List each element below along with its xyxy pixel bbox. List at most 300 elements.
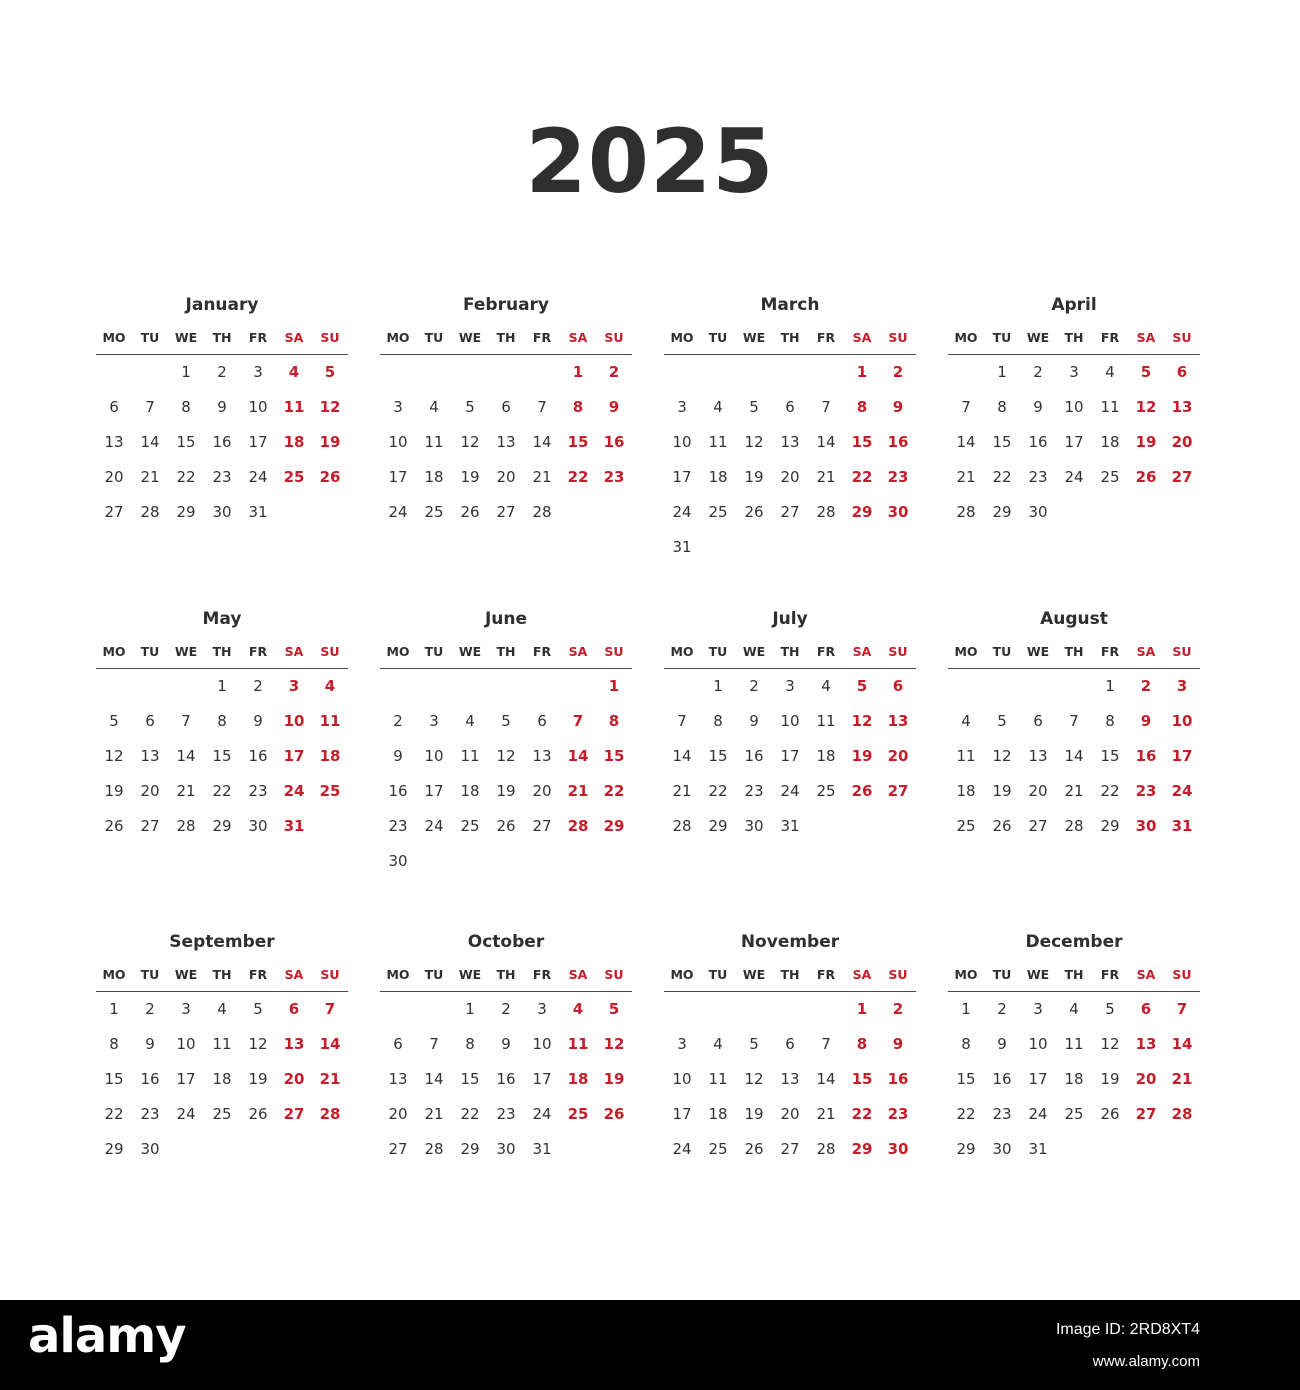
days-grid — [664, 1002, 916, 1212]
day: 24 — [672, 1140, 692, 1158]
day: 30 — [140, 1140, 160, 1158]
weekday-label: SU — [888, 644, 908, 659]
day: 23 — [212, 468, 232, 486]
month-name: April — [1051, 295, 1097, 315]
weekday-label: SA — [284, 967, 304, 982]
day: 25 — [1064, 1105, 1084, 1123]
day: 12 — [744, 433, 764, 451]
day: 30 — [388, 852, 408, 870]
day: 17 — [532, 1070, 552, 1088]
weekday-label: MO — [954, 967, 978, 982]
weekday-label: TH — [1064, 330, 1084, 345]
weekday-header — [948, 332, 1200, 348]
header-divider — [96, 991, 348, 992]
day: 10 — [1064, 398, 1084, 416]
day: 22 — [460, 1105, 480, 1123]
day: 12 — [104, 747, 124, 765]
day: 29 — [992, 503, 1012, 521]
day: 19 — [1100, 1070, 1120, 1088]
weekend-day: 20 — [1135, 1070, 1157, 1088]
month-name: June — [484, 609, 528, 629]
day: 5 — [465, 398, 475, 416]
day: 3 — [537, 1000, 547, 1018]
weekday-label: MO — [386, 644, 410, 659]
day: 28 — [1064, 817, 1084, 835]
weekend-day: 21 — [567, 782, 589, 800]
weekend-day: 11 — [319, 712, 341, 730]
day: 23 — [248, 782, 268, 800]
weekend-day: 14 — [319, 1035, 341, 1053]
day: 3 — [1069, 363, 1079, 381]
day: 13 — [140, 747, 160, 765]
day: 11 — [816, 712, 836, 730]
day: 6 — [785, 398, 795, 416]
day: 18 — [424, 468, 444, 486]
weekend-day: 3 — [288, 677, 300, 695]
day: 7 — [677, 712, 687, 730]
day: 9 — [145, 1035, 155, 1053]
weekday-label: TU — [140, 967, 160, 982]
weekend-day: 1 — [856, 1000, 868, 1018]
day: 12 — [1100, 1035, 1120, 1053]
header-divider — [664, 668, 916, 669]
day: 28 — [424, 1140, 444, 1158]
day: 2 — [145, 1000, 155, 1018]
day: 11 — [424, 433, 444, 451]
weekend-day: 11 — [283, 398, 305, 416]
day: 28 — [672, 817, 692, 835]
day: 16 — [992, 1070, 1012, 1088]
day: 13 — [388, 1070, 408, 1088]
day: 4 — [429, 398, 439, 416]
month-name: March — [760, 295, 820, 315]
day: 18 — [956, 782, 976, 800]
weekday-label: MO — [102, 330, 126, 345]
day: 19 — [744, 468, 764, 486]
weekend-day: 11 — [567, 1035, 589, 1053]
day: 20 — [388, 1105, 408, 1123]
day: 12 — [460, 433, 480, 451]
weekend-day: 14 — [567, 747, 589, 765]
day: 27 — [496, 503, 516, 521]
weekend-day: 1 — [572, 363, 584, 381]
day: 2 — [393, 712, 403, 730]
weekend-day: 28 — [567, 817, 589, 835]
day: 28 — [816, 503, 836, 521]
day: 2 — [749, 677, 759, 695]
weekday-label: FR — [532, 967, 552, 982]
header-divider — [96, 354, 348, 355]
day: 10 — [388, 433, 408, 451]
day: 26 — [248, 1105, 268, 1123]
day: 1 — [997, 363, 1007, 381]
day: 4 — [821, 677, 831, 695]
day: 10 — [532, 1035, 552, 1053]
weekend-day: 27 — [887, 782, 909, 800]
weekend-day: 16 — [887, 1070, 909, 1088]
weekend-day: 6 — [892, 677, 904, 695]
day: 20 — [1028, 782, 1048, 800]
day: 21 — [140, 468, 160, 486]
day: 1 — [181, 363, 191, 381]
day: 13 — [780, 1070, 800, 1088]
day: 5 — [501, 712, 511, 730]
day: 26 — [496, 817, 516, 835]
day: 17 — [672, 468, 692, 486]
header-divider — [664, 991, 916, 992]
day: 12 — [496, 747, 516, 765]
day: 12 — [992, 747, 1012, 765]
weekday-label: FR — [816, 967, 836, 982]
weekend-day: 22 — [567, 468, 589, 486]
image-id: Image ID: 2RD8XT4 — [1055, 1321, 1200, 1338]
weekday-label: WE — [458, 967, 482, 982]
day: 6 — [1033, 712, 1043, 730]
day: 14 — [816, 433, 836, 451]
day: 28 — [816, 1140, 836, 1158]
day: 22 — [992, 468, 1012, 486]
brand-logo: alamy — [28, 1308, 186, 1364]
day: 17 — [672, 1105, 692, 1123]
weekend-day: 22 — [851, 468, 873, 486]
weekend-day: 9 — [892, 1035, 904, 1053]
day: 6 — [393, 1035, 403, 1053]
weekend-day: 5 — [324, 363, 336, 381]
day: 10 — [176, 1035, 196, 1053]
day: 25 — [816, 782, 836, 800]
weekend-day: 12 — [1135, 398, 1157, 416]
weekday-label: FR — [1100, 644, 1120, 659]
day: 19 — [992, 782, 1012, 800]
weekend-day: 20 — [887, 747, 909, 765]
weekend-day: 9 — [892, 398, 904, 416]
weekday-label: FR — [1100, 330, 1120, 345]
day: 28 — [956, 503, 976, 521]
day: 24 — [248, 468, 268, 486]
weekend-day: 2 — [892, 363, 904, 381]
day: 23 — [496, 1105, 516, 1123]
weekend-day: 15 — [567, 433, 589, 451]
day: 16 — [212, 433, 232, 451]
day: 23 — [992, 1105, 1012, 1123]
day: 26 — [460, 503, 480, 521]
days-grid — [96, 365, 348, 575]
weekday-label: WE — [174, 967, 198, 982]
day: 9 — [393, 747, 403, 765]
day: 4 — [713, 398, 723, 416]
day: 3 — [253, 363, 263, 381]
header-divider — [948, 668, 1200, 669]
weekday-label: TU — [424, 330, 444, 345]
day: 31 — [780, 817, 800, 835]
day: 3 — [181, 1000, 191, 1018]
weekend-day: 8 — [608, 712, 620, 730]
weekday-label: FR — [532, 330, 552, 345]
day: 4 — [217, 1000, 227, 1018]
weekday-label: MO — [386, 967, 410, 982]
weekday-label: SU — [320, 330, 340, 345]
year-title: 2025 — [525, 110, 775, 213]
weekday-label: SA — [1136, 644, 1156, 659]
day: 11 — [708, 433, 728, 451]
day: 24 — [780, 782, 800, 800]
day: 21 — [816, 1105, 836, 1123]
weekday-label: WE — [1026, 644, 1050, 659]
day: 9 — [217, 398, 227, 416]
day: 15 — [212, 747, 232, 765]
weekday-label: SA — [852, 644, 872, 659]
weekday-label: MO — [670, 967, 694, 982]
day: 15 — [176, 433, 196, 451]
day: 4 — [1069, 1000, 1079, 1018]
days-grid — [948, 679, 1200, 889]
day: 8 — [109, 1035, 119, 1053]
weekday-label: TH — [780, 967, 800, 982]
day: 18 — [460, 782, 480, 800]
day: 18 — [1100, 433, 1120, 451]
day: 17 — [248, 433, 268, 451]
weekday-label: TH — [780, 330, 800, 345]
weekend-day: 27 — [283, 1105, 305, 1123]
day: 21 — [672, 782, 692, 800]
day: 6 — [501, 398, 511, 416]
day: 9 — [501, 1035, 511, 1053]
weekend-day: 24 — [1171, 782, 1193, 800]
weekday-label: SU — [604, 967, 624, 982]
weekend-day: 26 — [319, 468, 341, 486]
weekend-day: 21 — [319, 1070, 341, 1088]
day: 31 — [532, 1140, 552, 1158]
day: 28 — [140, 503, 160, 521]
day: 29 — [460, 1140, 480, 1158]
weekend-day: 29 — [603, 817, 625, 835]
day: 4 — [1105, 363, 1115, 381]
day: 29 — [956, 1140, 976, 1158]
weekend-day: 15 — [603, 747, 625, 765]
day: 26 — [1100, 1105, 1120, 1123]
day: 24 — [388, 503, 408, 521]
day: 9 — [749, 712, 759, 730]
weekday-label: WE — [174, 644, 198, 659]
weekday-label: TH — [212, 330, 232, 345]
weekday-label: WE — [1026, 330, 1050, 345]
day: 22 — [1100, 782, 1120, 800]
day: 11 — [708, 1070, 728, 1088]
weekend-day: 1 — [856, 363, 868, 381]
day: 1 — [217, 677, 227, 695]
day: 11 — [1064, 1035, 1084, 1053]
day: 18 — [816, 747, 836, 765]
day: 16 — [496, 1070, 516, 1088]
day: 7 — [961, 398, 971, 416]
day: 2 — [1033, 363, 1043, 381]
day: 18 — [1064, 1070, 1084, 1088]
weekday-header — [380, 969, 632, 985]
day: 30 — [496, 1140, 516, 1158]
day: 19 — [104, 782, 124, 800]
weekend-day: 2 — [608, 363, 620, 381]
weekend-day: 20 — [1171, 433, 1193, 451]
day: 22 — [104, 1105, 124, 1123]
weekend-day: 6 — [1140, 1000, 1152, 1018]
day: 2 — [997, 1000, 1007, 1018]
weekend-day: 26 — [1135, 468, 1157, 486]
day: 11 — [460, 747, 480, 765]
day: 5 — [109, 712, 119, 730]
day: 5 — [749, 398, 759, 416]
weekend-day: 18 — [319, 747, 341, 765]
day: 27 — [780, 1140, 800, 1158]
day: 24 — [424, 817, 444, 835]
weekday-label: SU — [320, 967, 340, 982]
weekend-day: 13 — [283, 1035, 305, 1053]
day: 19 — [744, 1105, 764, 1123]
day: 21 — [176, 782, 196, 800]
weekday-label: TH — [496, 644, 516, 659]
weekday-label: MO — [102, 967, 126, 982]
weekday-label: TH — [780, 644, 800, 659]
days-grid — [96, 679, 348, 889]
day: 17 — [1064, 433, 1084, 451]
day: 30 — [212, 503, 232, 521]
weekday-label: TU — [992, 644, 1012, 659]
day: 15 — [104, 1070, 124, 1088]
weekend-day: 8 — [572, 398, 584, 416]
header-divider — [96, 668, 348, 669]
days-grid — [664, 679, 916, 889]
weekday-header — [380, 332, 632, 348]
day: 17 — [388, 468, 408, 486]
weekend-day: 16 — [1135, 747, 1157, 765]
day: 31 — [672, 538, 692, 556]
day: 28 — [532, 503, 552, 521]
day: 1 — [713, 677, 723, 695]
day: 4 — [961, 712, 971, 730]
weekend-day: 21 — [1171, 1070, 1193, 1088]
weekend-day: 31 — [1171, 817, 1193, 835]
weekend-day: 22 — [851, 1105, 873, 1123]
day: 22 — [956, 1105, 976, 1123]
weekend-day: 15 — [851, 433, 873, 451]
weekday-header — [948, 646, 1200, 662]
weekend-day: 13 — [1135, 1035, 1157, 1053]
weekend-day: 2 — [1140, 677, 1152, 695]
day: 26 — [744, 503, 764, 521]
day: 24 — [176, 1105, 196, 1123]
weekday-label: SU — [1172, 967, 1192, 982]
weekend-day: 8 — [856, 398, 868, 416]
day: 3 — [1033, 1000, 1043, 1018]
day: 31 — [1028, 1140, 1048, 1158]
day: 14 — [532, 433, 552, 451]
weekday-label: SA — [568, 967, 588, 982]
weekend-day: 5 — [1140, 363, 1152, 381]
weekday-label: TU — [424, 967, 444, 982]
day: 2 — [217, 363, 227, 381]
weekday-label: MO — [386, 330, 410, 345]
day: 20 — [780, 1105, 800, 1123]
weekday-label: SA — [852, 330, 872, 345]
weekend-day: 30 — [887, 503, 909, 521]
day: 16 — [388, 782, 408, 800]
weekend-day: 4 — [572, 1000, 584, 1018]
weekday-label: FR — [816, 644, 836, 659]
day: 24 — [1028, 1105, 1048, 1123]
weekend-day: 13 — [1171, 398, 1193, 416]
day: 4 — [465, 712, 475, 730]
day: 2 — [253, 677, 263, 695]
header-divider — [948, 354, 1200, 355]
day: 2 — [501, 1000, 511, 1018]
weekend-day: 4 — [324, 677, 336, 695]
header-divider — [380, 991, 632, 992]
weekend-day: 10 — [1171, 712, 1193, 730]
day: 14 — [1064, 747, 1084, 765]
day: 6 — [537, 712, 547, 730]
weekday-label: MO — [954, 330, 978, 345]
day: 12 — [744, 1070, 764, 1088]
day: 27 — [140, 817, 160, 835]
day: 30 — [744, 817, 764, 835]
header-divider — [380, 354, 632, 355]
weekday-label: SA — [852, 967, 872, 982]
day: 10 — [672, 1070, 692, 1088]
weekend-day: 25 — [283, 468, 305, 486]
weekday-label: SU — [320, 644, 340, 659]
weekday-label: SU — [1172, 330, 1192, 345]
weekend-day: 24 — [283, 782, 305, 800]
weekend-day: 23 — [887, 1105, 909, 1123]
weekend-day: 12 — [851, 712, 873, 730]
month-name: September — [169, 932, 275, 952]
weekend-day: 23 — [1135, 782, 1157, 800]
month-name: May — [202, 609, 242, 629]
day: 8 — [181, 398, 191, 416]
day: 10 — [1028, 1035, 1048, 1053]
day: 15 — [956, 1070, 976, 1088]
weekday-label: WE — [458, 644, 482, 659]
weekend-day: 2 — [892, 1000, 904, 1018]
day: 29 — [176, 503, 196, 521]
weekday-label: MO — [102, 644, 126, 659]
day: 26 — [992, 817, 1012, 835]
day: 5 — [997, 712, 1007, 730]
day: 8 — [217, 712, 227, 730]
day: 7 — [821, 398, 831, 416]
weekday-label: TU — [708, 967, 728, 982]
weekday-label: TH — [1064, 967, 1084, 982]
day: 6 — [785, 1035, 795, 1053]
day: 3 — [677, 1035, 687, 1053]
weekend-day: 19 — [1135, 433, 1157, 451]
day: 30 — [248, 817, 268, 835]
weekday-label: WE — [742, 967, 766, 982]
weekend-day: 28 — [319, 1105, 341, 1123]
day: 25 — [1100, 468, 1120, 486]
weekday-label: TU — [708, 330, 728, 345]
weekend-day: 13 — [887, 712, 909, 730]
day: 22 — [176, 468, 196, 486]
day: 31 — [248, 503, 268, 521]
day: 25 — [460, 817, 480, 835]
weekend-day: 27 — [1135, 1105, 1157, 1123]
month-name: November — [740, 932, 840, 952]
weekend-day: 20 — [283, 1070, 305, 1088]
day: 21 — [816, 468, 836, 486]
day: 21 — [532, 468, 552, 486]
day: 16 — [1028, 433, 1048, 451]
day: 7 — [429, 1035, 439, 1053]
